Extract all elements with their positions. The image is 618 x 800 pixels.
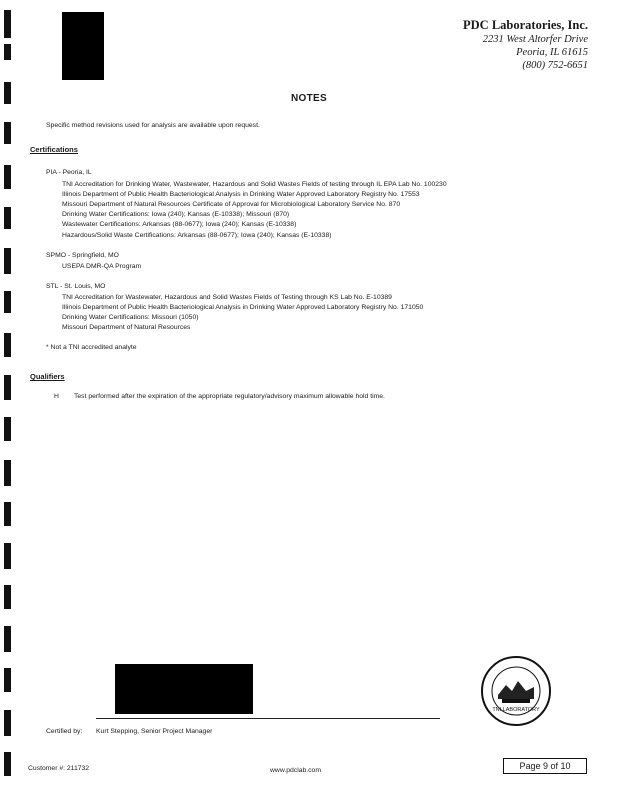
binding-mark bbox=[4, 375, 11, 400]
binding-mark bbox=[4, 502, 11, 526]
cert-footnote: * Not a TNI accredited analyte bbox=[46, 344, 137, 351]
redacted-logo bbox=[62, 12, 104, 80]
redacted-signature bbox=[115, 664, 253, 714]
cert-item: Missouri Department of Natural Resources bbox=[62, 324, 191, 331]
cert-group-label: STL - St. Louis, MO bbox=[46, 283, 106, 290]
page-title: NOTES bbox=[291, 93, 327, 104]
cert-group-label: SPMO - Springfield, MO bbox=[46, 252, 119, 259]
cert-item: Illinois Department of Public Health Bacteriological Analysis in Drinking Water Approved Laboratory Registry No. 171050 bbox=[62, 304, 424, 311]
binding-mark bbox=[4, 460, 11, 486]
certified-by-name: Kurt Stepping, Senior Project Manager bbox=[96, 728, 213, 735]
tni-seal-icon bbox=[480, 655, 552, 727]
cert-item: Missouri Department of Natural Resources Certificate of Approval for Microbiological Laboratory Service No. 870 bbox=[62, 201, 401, 208]
binding-mark bbox=[4, 44, 11, 60]
cert-item: TNI Accreditation for Wastewater, Hazardous and Solid Wastes Fields of Testing through KS Lab No. E-10389 bbox=[62, 294, 392, 301]
binding-mark bbox=[4, 333, 11, 357]
cert-item: Wastewater Certifications: Arkansas (88-0677); Iowa (240); Kansas (E-10338) bbox=[62, 221, 297, 228]
binding-mark bbox=[4, 122, 11, 144]
cert-item: USEPA DMR-QA Program bbox=[62, 263, 142, 270]
cert-group-label: PIA - Peoria, IL bbox=[46, 169, 92, 176]
binding-mark bbox=[4, 291, 11, 313]
binding-mark bbox=[4, 710, 11, 736]
company-phone: (800) 752-6651 bbox=[522, 60, 588, 71]
customer-number: Customer #: 211732 bbox=[28, 765, 90, 772]
binding-mark bbox=[4, 165, 11, 189]
cert-item: TNI Accreditation for Drinking Water, Wastewater, Hazardous and Solid Wastes Fields of testing through IL EPA Lab No. 100230 bbox=[62, 181, 447, 188]
qualifiers-heading: Qualifiers bbox=[30, 372, 65, 381]
qualifier-text: Test performed after the expiration of the appropriate regulatory/advisory maximum allowable hold time. bbox=[74, 393, 385, 400]
certifications-heading: Certifications bbox=[30, 145, 78, 154]
company-name: PDC Laboratories, Inc. bbox=[463, 18, 588, 32]
certified-by-label: Certified by: bbox=[46, 728, 83, 735]
binding-mark bbox=[4, 10, 11, 38]
company-address: 2231 West Altorfer Drive bbox=[482, 34, 588, 45]
binding-mark bbox=[4, 543, 11, 569]
seal-label: TNI LABORATORY bbox=[492, 707, 540, 713]
cert-item: Drinking Water Certifications: Missouri (1050) bbox=[62, 314, 199, 321]
company-header bbox=[463, 18, 588, 72]
page-number: Page 9 of 10 bbox=[503, 758, 587, 774]
company-city: Peoria, IL 61615 bbox=[516, 47, 588, 58]
signature-line bbox=[96, 718, 440, 719]
binding-mark bbox=[4, 207, 11, 229]
cert-item: Hazardous/Solid Waste Certifications: Arkansas (88-0677); Iowa (240); Kansas (E-10338) bbox=[62, 232, 332, 239]
website-link[interactable]: www.pdclab.com bbox=[270, 767, 321, 774]
intro-text: Specific method revisions used for analysis are available upon request. bbox=[46, 122, 260, 129]
binding-mark bbox=[4, 752, 11, 776]
binding-mark bbox=[4, 585, 11, 609]
binding-mark bbox=[4, 668, 11, 692]
cert-item: Illinois Department of Public Health Bacteriological Analysis in Drinking Water Approved Laboratory Registry No. 17553 bbox=[62, 191, 420, 198]
cert-item: Drinking Water Certifications: Iowa (240); Kansas (E-10338); Missouri (870) bbox=[62, 211, 290, 218]
binding-mark bbox=[4, 626, 11, 652]
binding-mark bbox=[4, 417, 11, 441]
binding-mark bbox=[4, 248, 11, 274]
qualifier-code: H bbox=[54, 393, 59, 400]
